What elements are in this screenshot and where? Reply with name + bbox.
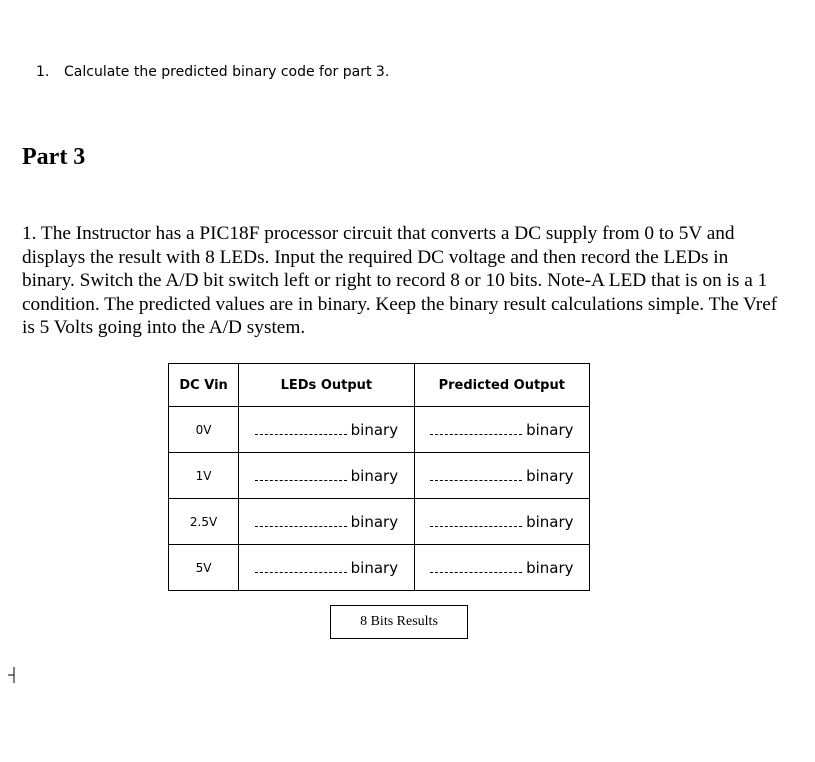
cell-leds-output[interactable] (239, 499, 414, 545)
cell-leds-output[interactable] (239, 545, 414, 591)
header-predicted-output: Predicted Output (414, 364, 589, 407)
header-leds-output: LEDs Output (239, 364, 414, 407)
answer-blank[interactable] (255, 480, 347, 481)
question-number: 1. (36, 64, 50, 80)
cell-dc-vin: 1V (169, 453, 239, 499)
table-row (169, 453, 590, 499)
answer-blank[interactable] (255, 526, 347, 527)
table-header-row (169, 364, 590, 407)
cell-predicted-output[interactable] (414, 499, 589, 545)
header-dc-vin: DC Vin (169, 364, 239, 407)
cell-dc-vin: 2.5V (169, 499, 239, 545)
binary-label: binary (526, 466, 574, 485)
answer-blank[interactable] (430, 434, 522, 435)
binary-label: binary (350, 466, 399, 485)
bits-results-caption: 8 Bits Results (330, 605, 468, 639)
results-table (168, 363, 590, 591)
answer-blank[interactable] (430, 526, 522, 527)
answer-blank[interactable] (430, 572, 522, 573)
cell-predicted-output[interactable] (414, 545, 589, 591)
cell-leds-output[interactable] (239, 453, 414, 499)
question-text: Calculate the predicted binary code for part 3. (64, 64, 390, 80)
cell-leds-output[interactable] (239, 407, 414, 453)
binary-label: binary (350, 420, 399, 439)
question-1 (36, 64, 389, 80)
cell-predicted-output[interactable] (414, 407, 589, 453)
cell-dc-vin: 5V (169, 545, 239, 591)
part-paragraph: 1. The Instructor has a PIC18F processor circuit that converts a DC supply from 0 to 5V and displays the result with 8 LEDs. Input the required DC voltage and then record the LEDs in binary. Switch the A/D bit switch left or right to record 8 or 10 bits. Note-A LED that is on is a 1 condition. The predicted values are in binary. Keep the binary result calculations simple. The Vref is 5 Volts going into the A/D system. (22, 223, 778, 338)
table-row (169, 545, 590, 591)
cell-predicted-output[interactable] (414, 453, 589, 499)
part-heading: Part 3 (22, 144, 86, 170)
cell-dc-vin: 0V (169, 407, 239, 453)
answer-blank[interactable] (255, 572, 347, 573)
binary-label: binary (526, 558, 574, 577)
binary-label: binary (350, 558, 399, 577)
table-row (169, 499, 590, 545)
answer-blank[interactable] (430, 480, 522, 481)
binary-label: binary (350, 512, 399, 531)
binary-label: binary (526, 512, 574, 531)
binary-label: binary (526, 420, 574, 439)
answer-blank[interactable] (255, 434, 347, 435)
table-row (169, 407, 590, 453)
text-cursor-icon (6, 666, 18, 684)
